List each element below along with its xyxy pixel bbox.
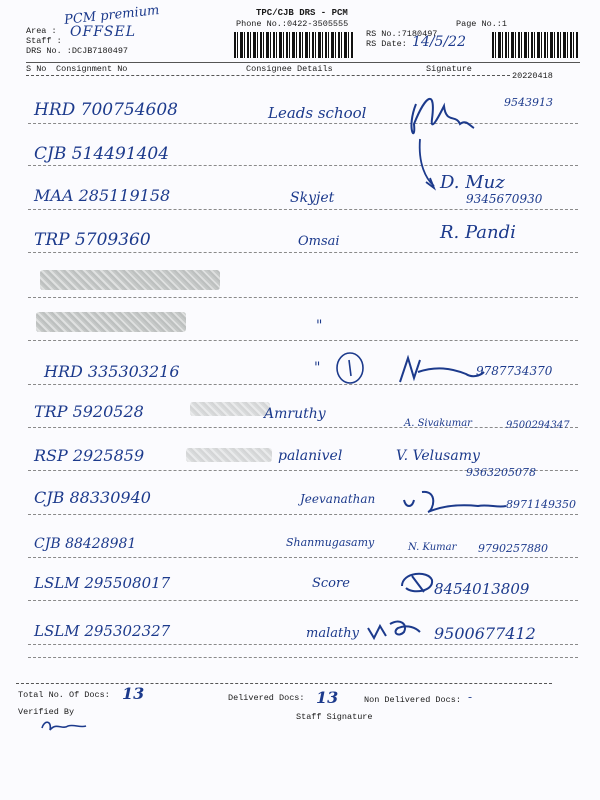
- consignee-name: Score: [312, 576, 350, 591]
- row-divider: [28, 657, 578, 659]
- row-divider: [28, 644, 578, 646]
- consignment-number: CJB 88330940: [34, 488, 151, 507]
- delivered-docs-value: 13: [316, 688, 339, 707]
- consignment-number: TRP 5709360: [34, 230, 151, 250]
- consignment-number: HRD 700754608: [34, 100, 179, 120]
- signature-row-7: [396, 352, 486, 386]
- signature-name: D. Muz: [440, 172, 505, 193]
- columns-rule: [26, 75, 510, 76]
- row-divider: [28, 600, 578, 602]
- redacted-text: [190, 402, 270, 416]
- signature-row-13: [364, 614, 424, 644]
- col-sno: S No: [26, 64, 47, 74]
- row-divider: [28, 340, 578, 342]
- row-divider: [28, 252, 578, 254]
- consignee-name: Omsai: [298, 234, 340, 249]
- row-divider: [28, 427, 578, 429]
- verified-by-label: Verified By: [18, 707, 75, 717]
- rs-date-label: RS Date:: [366, 39, 407, 49]
- footer-rule: [16, 683, 552, 684]
- consignee-name: palanivel: [278, 448, 343, 464]
- consignee-phone: 9345670930: [466, 192, 543, 206]
- consignee-phone: 9790257880: [478, 542, 548, 555]
- consignment-number: CJB 514491404: [34, 144, 170, 164]
- page-number: Page No.:1: [456, 19, 508, 29]
- circle-mark: [334, 350, 366, 386]
- signature-row-12: [398, 568, 438, 598]
- consignment-number: TRP 5920528: [34, 402, 144, 421]
- ditto-mark: ": [314, 360, 321, 376]
- delivered-docs-label: Delivered Docs:: [228, 693, 305, 703]
- signature-name: R. Pandi: [440, 222, 516, 243]
- staff-value: OFFSEL: [70, 24, 137, 40]
- staff-signature-label: Staff Signature: [296, 712, 373, 722]
- row-divider: [28, 209, 578, 211]
- drs-barcode: [234, 32, 354, 58]
- consignee-phone: 9363205078: [466, 466, 536, 479]
- area-value: PCM premium: [63, 3, 161, 28]
- col-consignment: Consignment No: [56, 64, 128, 74]
- redacted-consignment: [40, 270, 220, 290]
- rs-barcode: [492, 32, 578, 58]
- signature-row-10: [398, 486, 508, 516]
- consignee-name: Jeevanathan: [300, 492, 376, 506]
- header-rule: [26, 62, 580, 63]
- consignee-name: Skyjet: [290, 190, 335, 206]
- consignee-name: Amruthy: [264, 406, 326, 422]
- total-docs-value: 13: [122, 684, 145, 703]
- non-delivered-docs-label: Non Delivered Docs:: [364, 695, 461, 705]
- total-docs-label: Total No. Of Docs:: [18, 690, 110, 700]
- non-delivered-docs-value: -: [468, 690, 473, 704]
- staff-label: Staff :: [26, 36, 62, 46]
- consignee-name: Shanmugasamy: [286, 536, 375, 549]
- drs-number: DRS No. :DCJB7180497: [26, 46, 129, 56]
- batch-code: 20220418: [512, 71, 553, 81]
- signature-name: A. Sivakumar: [404, 418, 472, 429]
- redacted-consignment: [36, 312, 186, 332]
- consignee-phone: 8454013809: [434, 580, 530, 598]
- consignment-number: HRD 335303216: [44, 362, 180, 381]
- consignee-phone: 8971149350: [506, 498, 576, 511]
- area-label: Area :: [26, 26, 57, 36]
- consignee-phone: 9787734370: [476, 364, 553, 378]
- consignment-number: MAA 285119158: [34, 186, 171, 205]
- col-consignee: Consignee Details: [246, 64, 333, 74]
- consignment-number: RSP 2925859: [34, 446, 145, 465]
- redacted-text: [186, 448, 272, 462]
- row-divider: [28, 297, 578, 299]
- consignee-name: malathy: [306, 626, 359, 641]
- row-divider: [28, 384, 578, 386]
- consignee-phone: 9500294347: [506, 420, 570, 431]
- verifier-signature: [38, 716, 88, 736]
- rs-date-value: 14/5/22: [412, 34, 466, 50]
- document-title: TPC/CJB DRS - PCM: [256, 8, 348, 18]
- row-divider: [28, 557, 578, 559]
- ditto-mark: ": [316, 318, 323, 334]
- consignee-phone: 9500677412: [434, 624, 536, 643]
- signature-name: N. Kumar: [408, 542, 457, 553]
- rs-number: RS No.:7180497: [366, 29, 438, 39]
- consignee-phone: 9543913: [504, 96, 553, 109]
- consignment-number: CJB 88428981: [34, 536, 137, 552]
- signature-name: V. Velusamy: [396, 448, 480, 464]
- consignee-name: Leads school: [268, 104, 367, 122]
- col-signature: Signature: [426, 64, 472, 74]
- consignment-number: LSLM 295508017: [34, 574, 171, 592]
- consignment-number: LSLM 295302327: [34, 622, 171, 640]
- phone-number: Phone No.:0422-3505555: [236, 19, 349, 29]
